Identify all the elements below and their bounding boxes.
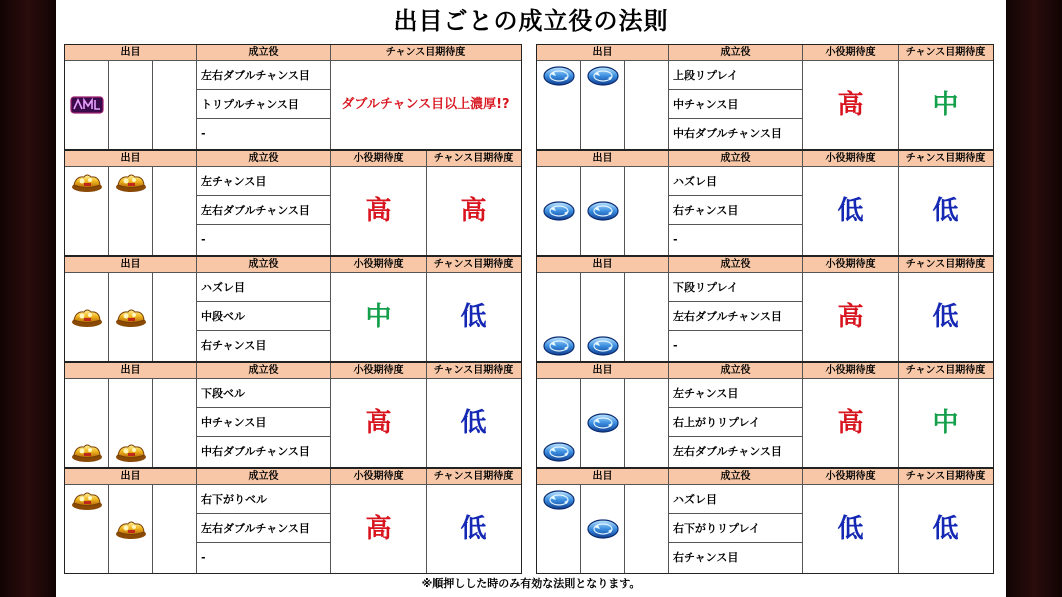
column-header: 小役期待度: [331, 151, 427, 167]
footnote: ※順押しした時のみ有効な法則となります。: [421, 577, 641, 590]
role-cell: トリプルチャンス目: [197, 90, 330, 119]
reel-column: [153, 273, 197, 361]
table-header: [65, 151, 521, 167]
gold-bag-icon: [70, 441, 104, 463]
column-header: チャンス目期待度: [905, 47, 986, 58]
chance-expectation: 高: [460, 196, 487, 226]
column-header: 成立役: [669, 363, 803, 379]
role-cell: 中チャンス目: [669, 90, 802, 119]
role-cell: 左チャンス目: [197, 167, 330, 196]
chance-expectation: 低: [932, 302, 959, 332]
column-header: 小役期待度: [803, 45, 899, 61]
small-role-expectation: 高: [803, 273, 899, 361]
table-body: [65, 273, 521, 361]
blue-replay-icon: [542, 200, 576, 222]
reel-column: [625, 485, 669, 573]
column-header: チャンス目期待度: [385, 47, 466, 58]
reel-column: [153, 167, 197, 255]
blue-replay-icon: [586, 412, 620, 434]
small-role-expectation: 高: [803, 61, 899, 149]
reel-pattern-panel: [64, 362, 522, 468]
small-role-expectation: 高: [331, 485, 427, 573]
column-header: 出目: [65, 45, 197, 61]
table-body: [537, 379, 993, 467]
roles-column: [669, 379, 803, 467]
reel-pattern-panel: [536, 150, 994, 256]
column-header: 出目: [537, 363, 669, 379]
column-header: 成立役: [197, 45, 331, 61]
column-header: 成立役: [669, 151, 803, 167]
column-header: 成立役: [197, 257, 331, 273]
small-role-expectation: 低: [803, 485, 899, 573]
roles-column: [197, 167, 331, 255]
column-header: 小役期待度: [803, 363, 899, 379]
role-cell: -: [201, 127, 206, 140]
blue-replay-icon: [586, 200, 620, 222]
role-cell: ハズレ目: [669, 167, 802, 196]
role-cell: 中段ベル: [197, 302, 330, 331]
role-cell: 右チャンス目: [673, 551, 739, 564]
column-header: チャンス目期待度: [433, 365, 514, 376]
role-cell: 右下がりリプレイ: [669, 514, 802, 543]
table-body: [65, 61, 521, 149]
gold-bag-icon: [114, 518, 148, 540]
chance-expectation: 低: [460, 302, 487, 332]
roles-column: [669, 485, 803, 573]
table-header: [537, 469, 993, 485]
column-header: 出目: [65, 363, 197, 379]
column-header: 小役期待度: [803, 257, 899, 273]
role-cell: 左右ダブルチャンス目: [197, 514, 330, 543]
role-cell: 左右ダブルチャンス目: [197, 196, 330, 225]
column-header: 小役期待度: [331, 257, 427, 273]
role-cell: 中チャンス目: [197, 408, 330, 437]
blue-replay-icon: [586, 518, 620, 540]
reel-column: [153, 61, 197, 149]
special-expectation: ダブルチャンス目以上濃厚!?: [341, 97, 510, 112]
chance-expectation: 低: [932, 514, 959, 544]
column-header: チャンス目期待度: [433, 153, 514, 164]
table-body: [537, 167, 993, 255]
role-cell: ハズレ目: [197, 273, 330, 302]
table-body: [65, 485, 521, 573]
reel-pattern-panel: [536, 44, 994, 150]
blue-replay-icon: [542, 335, 576, 357]
column-header: 小役期待度: [803, 469, 899, 485]
roles-column: [197, 61, 331, 149]
role-cell: -: [673, 233, 678, 246]
blue-replay-icon: [542, 65, 576, 87]
role-cell: 中右ダブルチャンス目: [673, 127, 782, 140]
role-cell: 左右ダブルチャンス目: [197, 61, 330, 90]
column-header: 出目: [65, 151, 197, 167]
gold-bag-icon: [114, 441, 148, 463]
chance-expectation: 低: [460, 408, 487, 438]
roles-column: [197, 273, 331, 361]
blue-replay-icon: [542, 441, 576, 463]
small-role-expectation: 高: [331, 379, 427, 467]
table-header: [65, 363, 521, 379]
table-body: [65, 379, 521, 467]
role-cell: ハズレ目: [669, 485, 802, 514]
small-role-expectation: 中: [331, 273, 427, 361]
role-cell: 下段リプレイ: [669, 273, 802, 302]
reel-column: [109, 61, 153, 149]
column-header: 出目: [537, 257, 669, 273]
table-header: [537, 257, 993, 273]
column-header: 小役期待度: [331, 469, 427, 485]
reel-column: [625, 61, 669, 149]
table-header: [537, 45, 993, 61]
right-backdrop: [1006, 0, 1062, 597]
role-cell: -: [201, 551, 206, 564]
column-header: 成立役: [669, 469, 803, 485]
gold-bag-icon: [114, 171, 148, 193]
reel-column: [153, 379, 197, 467]
role-cell: 中右ダブルチャンス目: [201, 445, 310, 458]
column-header: 成立役: [197, 363, 331, 379]
reel-pattern-panel: [536, 468, 994, 574]
small-role-expectation: 高: [803, 379, 899, 467]
role-cell: 右上がりリプレイ: [669, 408, 802, 437]
reel-column: [153, 485, 197, 573]
table-body: [537, 485, 993, 573]
column-header: 成立役: [669, 257, 803, 273]
column-header: 小役期待度: [331, 363, 427, 379]
blue-replay-icon: [586, 335, 620, 357]
column-header: チャンス目期待度: [905, 365, 986, 376]
table-body: [537, 273, 993, 361]
gold-bag-icon: [114, 306, 148, 328]
table-header: [65, 257, 521, 273]
reel-pattern-panel: [64, 150, 522, 256]
role-cell: 右チャンス目: [201, 339, 267, 352]
table-header: [65, 469, 521, 485]
gold-bag-icon: [70, 306, 104, 328]
reel-pattern-panel: [64, 256, 522, 362]
role-cell: -: [201, 233, 206, 246]
column-header: チャンス目期待度: [433, 259, 514, 270]
column-header: チャンス目期待度: [433, 471, 514, 482]
blue-replay-icon: [542, 489, 576, 511]
role-cell: 右下がりベル: [197, 485, 330, 514]
reel-column: [625, 273, 669, 361]
roles-column: [197, 485, 331, 573]
rule-sheet: [56, 0, 1006, 597]
column-header: チャンス目期待度: [905, 471, 986, 482]
page-title: 出目ごとの成立役の法則: [393, 7, 669, 35]
chance-expectation: 低: [932, 196, 959, 226]
column-header: 成立役: [197, 469, 331, 485]
logo-icon: [70, 94, 104, 116]
column-header: 出目: [65, 469, 197, 485]
chance-expectation: 中: [932, 90, 959, 120]
reel-pattern-panel: [64, 468, 522, 574]
role-cell: -: [673, 339, 678, 352]
gold-bag-icon: [70, 489, 104, 511]
table-body: [65, 167, 521, 255]
gold-bag-icon: [70, 171, 104, 193]
table-body: [537, 61, 993, 149]
role-cell: 左チャンス目: [669, 379, 802, 408]
reel-column: [625, 167, 669, 255]
reel-column: [625, 379, 669, 467]
column-header: 小役期待度: [803, 151, 899, 167]
table-header: [65, 45, 521, 61]
reel-pattern-panel: [536, 256, 994, 362]
chance-expectation: 中: [932, 408, 959, 438]
table-header: [537, 363, 993, 379]
reel-pattern-panel: [536, 362, 994, 468]
roles-column: [669, 167, 803, 255]
left-backdrop: [0, 0, 56, 597]
small-role-expectation: 低: [803, 167, 899, 255]
roles-column: [669, 61, 803, 149]
role-cell: 右チャンス目: [669, 196, 802, 225]
column-header: チャンス目期待度: [905, 259, 986, 270]
column-header: 出目: [537, 151, 669, 167]
column-header: 出目: [537, 45, 669, 61]
role-cell: 左右ダブルチャンス目: [669, 302, 802, 331]
column-header: 成立役: [197, 151, 331, 167]
role-cell: 下段ベル: [197, 379, 330, 408]
column-header: 出目: [65, 257, 197, 273]
role-cell: 左右ダブルチャンス目: [673, 445, 782, 458]
roles-column: [197, 379, 331, 467]
blue-replay-icon: [586, 65, 620, 87]
table-header: [537, 151, 993, 167]
column-header: 成立役: [669, 45, 803, 61]
roles-column: [669, 273, 803, 361]
column-header: 出目: [537, 469, 669, 485]
role-cell: 上段リプレイ: [669, 61, 802, 90]
reel-pattern-panel: [64, 44, 522, 150]
small-role-expectation: 高: [331, 167, 427, 255]
chance-expectation: 低: [460, 514, 487, 544]
column-header: チャンス目期待度: [905, 153, 986, 164]
